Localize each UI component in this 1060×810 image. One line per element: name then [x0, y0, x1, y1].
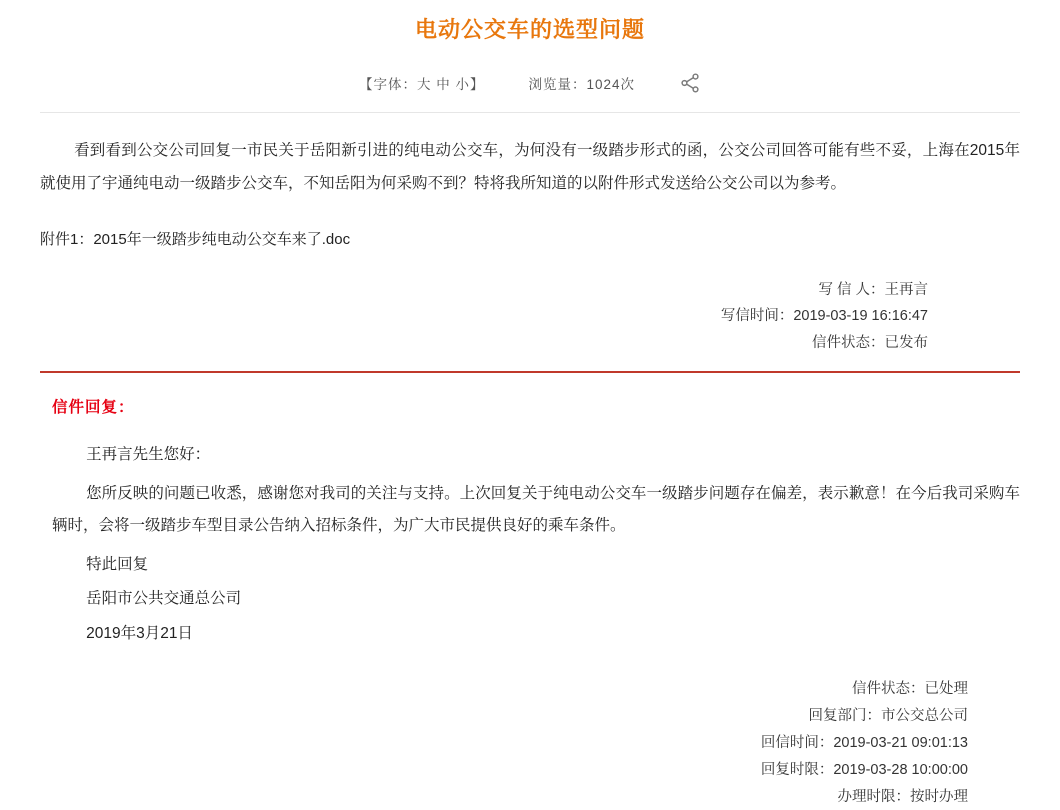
letter-status-label: 信件状态： — [812, 335, 885, 352]
reply-dept-row — [809, 703, 969, 730]
reply-status-label: 信件状态： — [852, 681, 925, 698]
writer-label: 写 信 人： — [818, 281, 885, 298]
attachment-label: 附件1： — [40, 231, 94, 249]
reply-status-badge: 已处理 — [924, 681, 968, 698]
page-title: 电动公交车的选型问题 — [414, 17, 645, 42]
view-count-label: 浏览量： — [528, 77, 587, 92]
writer-value: 王再言 — [884, 281, 928, 298]
reply-deadline-label: 回复时限： — [760, 761, 834, 778]
reply-extra-label: 办理时限： — [837, 788, 910, 805]
reply-date: 2019年3月21日 — [86, 624, 193, 642]
reply-extra-row — [838, 784, 969, 810]
view-count-value: 1024 — [586, 77, 621, 92]
reply-closing: 特此回复 — [86, 555, 149, 573]
reply-salutation: 王再言先生您好： — [86, 446, 211, 464]
reply-dept-label: 回复部门： — [808, 708, 881, 725]
write-time-label: 写信时间： — [720, 308, 794, 325]
letter-status-row — [812, 330, 928, 357]
letter-paragraph: 看到看到公交公司回复一市民关于岳阳新引进的纯电动公交车，为何没有一级踏步形式的函，公交公司回答可能有些不妥，上海在2015年就使用了宇通纯电动一级踏步公交车，不知岳阳为何采购不到？特将我所知道的以附件形式发送给公交公司以为参考。 — [40, 142, 1020, 192]
reply-info-block — [0, 676, 1060, 810]
writer-row — [818, 277, 928, 304]
letter-status-badge: 已发布 — [884, 335, 928, 352]
reply-dept-value: 市公交总公司 — [881, 708, 968, 725]
font-size-large[interactable]: 大 — [416, 77, 432, 92]
attachment-link[interactable]: 2015年一级踏步纯电动公交车来了.doc — [93, 231, 351, 249]
reply-deadline-value: 2019-03-28 10:00:00 — [833, 761, 968, 778]
font-size-small[interactable]: 小 — [455, 77, 470, 92]
font-size-controls — [359, 73, 485, 93]
reply-deadline-row — [761, 757, 968, 784]
meta-bar — [0, 72, 1060, 94]
view-count — [528, 73, 635, 93]
reply-time-row — [761, 730, 968, 757]
reply-paragraph: 您所反映的问题已收悉，感谢您对我司的关注与支持。上次回复关于纯电动公交车一级踏步问题存在偏差，表示歉意！在今后我司采购车辆时，会将一级踏步车型目录公告纳入招标条件，为广大市民提供良好的乘车条件。 — [52, 484, 1020, 535]
letter-content — [40, 135, 1020, 200]
write-time-row — [721, 303, 928, 330]
view-count-unit: 次 — [620, 77, 636, 92]
reply-department: 岳阳市公共交通总公司 — [86, 590, 242, 608]
font-size-prefix: 【字体： — [358, 77, 417, 92]
reply-time-value: 2019-03-21 09:01:13 — [833, 734, 968, 751]
share-icon[interactable] — [679, 72, 701, 94]
reply-time-label: 回信时间： — [760, 734, 834, 751]
reply-extra-value: 按时办理 — [910, 788, 968, 805]
write-time-value: 2019-03-19 16:16:47 — [793, 308, 928, 325]
letter-info-block — [40, 277, 1020, 357]
section-divider — [40, 371, 1020, 373]
attachment-row — [40, 226, 1020, 255]
letter-section — [0, 135, 1060, 357]
reply-status-row — [852, 676, 968, 703]
reply-content — [0, 439, 1060, 650]
font-size-suffix: 】 — [469, 77, 485, 92]
font-size-medium[interactable]: 中 — [436, 77, 451, 92]
top-divider — [40, 112, 1020, 113]
reply-heading: 信件回复： — [52, 399, 135, 417]
